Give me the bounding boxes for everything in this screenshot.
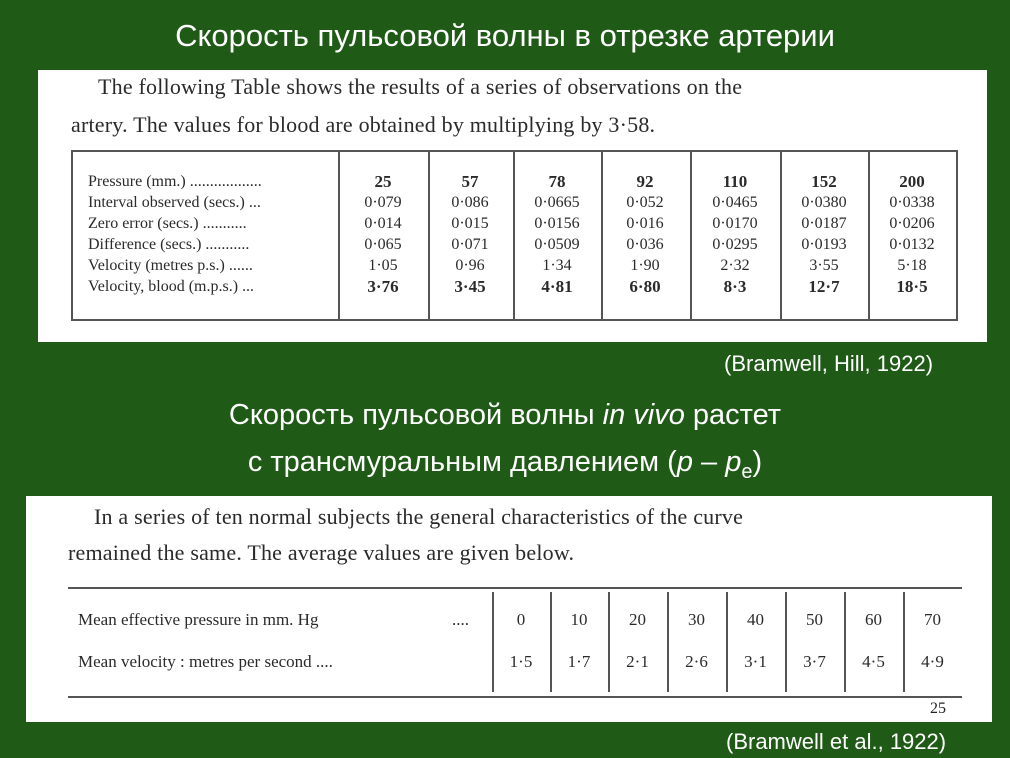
subtitle-line2: [0, 442, 1010, 492]
table1-velocity-cell: 1·34: [542, 257, 572, 274]
table1-diff-cell: 0·0193: [801, 236, 847, 253]
table1-pressure-cell: 57: [461, 172, 479, 191]
subtitle-line2-subscript: e: [741, 460, 753, 483]
table1-panel: [38, 70, 987, 342]
table1-frame-left: [71, 150, 73, 321]
table1-zero-cell: 0·015: [451, 215, 489, 232]
subtitle-line1-suffix: растет: [684, 399, 782, 431]
table1-diff-cell: 0·0295: [712, 236, 758, 253]
table1-blood-cell: 3·45: [454, 277, 486, 296]
table2-col-divider: [903, 592, 905, 692]
table1-intro-line1: The following Table shows the results of a series of observations on the: [98, 74, 743, 99]
table2-pressure-cell: 10: [570, 610, 588, 629]
subtitle-line2-pe: p: [725, 446, 742, 478]
table1-row-label: Pressure (mm.) ..................: [88, 173, 262, 190]
table2-col-divider: [550, 592, 552, 692]
table2-velocity-cell: 3·1: [744, 652, 767, 671]
table1-blood-cell: 12·7: [808, 277, 840, 296]
table1-pressure-cell: 152: [811, 172, 837, 191]
table1-interval-cell: 0·0665: [534, 194, 580, 211]
table2-velocity-cell: 3·7: [803, 652, 826, 671]
table1-row-label: Interval observed (secs.) ...: [88, 194, 261, 211]
table2-intro-line2: remained the same. The average values are given below.: [68, 540, 575, 565]
table2-velocity-cell: 1·7: [567, 652, 591, 671]
table1-pressure-cell: 110: [722, 172, 748, 191]
table2-pressure-label: Mean effective pressure in mm. Hg: [78, 610, 319, 629]
table1-interval-cell: 0·052: [626, 194, 664, 211]
table2-pressure-cell: 0: [516, 610, 526, 629]
table1-velocity-cell: 5·18: [897, 257, 927, 274]
table1-diff-cell: 0·065: [364, 236, 402, 253]
citation-bramwell-et-al: (Bramwell et al., 1922): [726, 729, 947, 754]
table1-zero-cell: 0·0206: [889, 215, 935, 232]
table2-pressure-cell: 40: [747, 610, 764, 629]
table1-interval-cell: 0·079: [364, 194, 402, 211]
page-number: 25: [930, 700, 946, 717]
citation-bramwell-hill: (Bramwell, Hill, 1922): [724, 351, 934, 376]
subtitle-line2-prefix: с трансмуральным давлением (: [247, 446, 677, 478]
table1-blood-cell: 4·81: [541, 277, 573, 296]
table2-panel: [26, 496, 992, 722]
table1-pressure-cell: 200: [899, 172, 925, 191]
table2-velocity-label: Mean velocity : metres per second ....: [78, 652, 333, 671]
table2-intro-line1: In a series of ten normal subjects the general characteristics of the curve: [94, 504, 744, 529]
table2-velocity-cell: 2·1: [626, 652, 649, 671]
table1-col-divider: [868, 150, 870, 321]
table1-interval-cell: 0·0465: [712, 194, 758, 211]
table2-pressure-cell: 30: [688, 610, 705, 629]
table1-intro-line2: artery. The values for blood are obtained by multiplying by 3·58.: [71, 112, 656, 137]
subtitle-line1-prefix: Скорость пульсовой волны: [228, 399, 603, 431]
table2-pressure-cell: 60: [865, 610, 882, 629]
table2-pressure-label-dots: ....: [452, 610, 469, 629]
table1-blood-cell: 8·3: [723, 277, 747, 296]
table1-blood-cell: 18·5: [896, 277, 928, 296]
table1-zero-cell: 0·016: [626, 215, 664, 232]
table2-pressure-cell: 20: [629, 610, 646, 629]
table2-col-divider: [608, 592, 610, 692]
table2-velocity-cell: 1·5: [509, 652, 533, 671]
table1-pressure-cell: 25: [374, 172, 392, 191]
table2-pressure-cell: 70: [924, 610, 941, 629]
subtitle-line1-italic: in vivo: [602, 399, 685, 431]
table1-row-label: Velocity, blood (m.p.s.) ...: [88, 278, 255, 295]
table2-col-divider: [667, 592, 669, 692]
table2-top-rule: [68, 587, 962, 589]
table2-velocity-cell: 4·9: [921, 652, 944, 671]
table1-col-divider: [690, 150, 692, 321]
table1-blood-cell: 3·76: [367, 277, 399, 296]
table1-zero-cell: 0·0187: [801, 215, 847, 232]
subtitle-line1: [0, 395, 1010, 435]
table1-interval-cell: 0·0380: [801, 194, 847, 211]
table2-col-divider: [726, 592, 728, 692]
table1-row-label: Zero error (secs.) ...........: [88, 215, 247, 232]
table2-col-divider: [844, 592, 846, 692]
table1-col-divider: [601, 150, 603, 321]
subtitle-line2-p: p: [676, 446, 693, 478]
table1-blood-cell: 6·80: [629, 277, 661, 296]
table1-diff-cell: 0·036: [626, 236, 664, 253]
table1-interval-cell: 0·0338: [889, 194, 935, 211]
table1-zero-cell: 0·014: [364, 215, 402, 232]
slide-title: Скорость пульсовой волны в отрезке артерии: [175, 18, 835, 53]
table1-velocity-cell: 1·05: [368, 257, 398, 274]
table1-velocity-cell: 0·96: [455, 257, 485, 274]
table1-pressure-cell: 92: [636, 172, 654, 191]
table1-col-divider: [780, 150, 782, 321]
table1-velocity-cell: 1·90: [630, 257, 660, 274]
subtitle-line2-close: ): [752, 446, 763, 478]
table1-col-divider: [338, 150, 340, 321]
table1-diff-cell: 0·0132: [889, 236, 935, 253]
subtitle-line2-dash: –: [692, 446, 726, 478]
table1-row-label: Velocity (metres p.s.) ......: [88, 257, 253, 274]
table2-velocity-cell: 2·6: [685, 652, 708, 671]
table1-pressure-cell: 78: [548, 172, 566, 191]
table2-bottom-rule: [68, 696, 962, 698]
table2-velocity-cell: 4·5: [862, 652, 885, 671]
table1-col-divider: [513, 150, 515, 321]
table1-velocity-cell: 2·32: [720, 257, 750, 274]
table1-frame-right: [956, 150, 958, 321]
table1-zero-cell: 0·0170: [712, 215, 758, 232]
table1-row-label: Difference (secs.) ...........: [88, 236, 250, 253]
table1-interval-cell: 0·086: [451, 194, 489, 211]
table2-col-divider: [492, 592, 494, 692]
table1-diff-cell: 0·071: [451, 236, 489, 253]
table1-velocity-cell: 3·55: [809, 257, 839, 274]
table2-col-divider: [785, 592, 787, 692]
table1-diff-cell: 0·0509: [534, 236, 580, 253]
table1-zero-cell: 0·0156: [534, 215, 580, 232]
table2-pressure-cell: 50: [806, 610, 823, 629]
